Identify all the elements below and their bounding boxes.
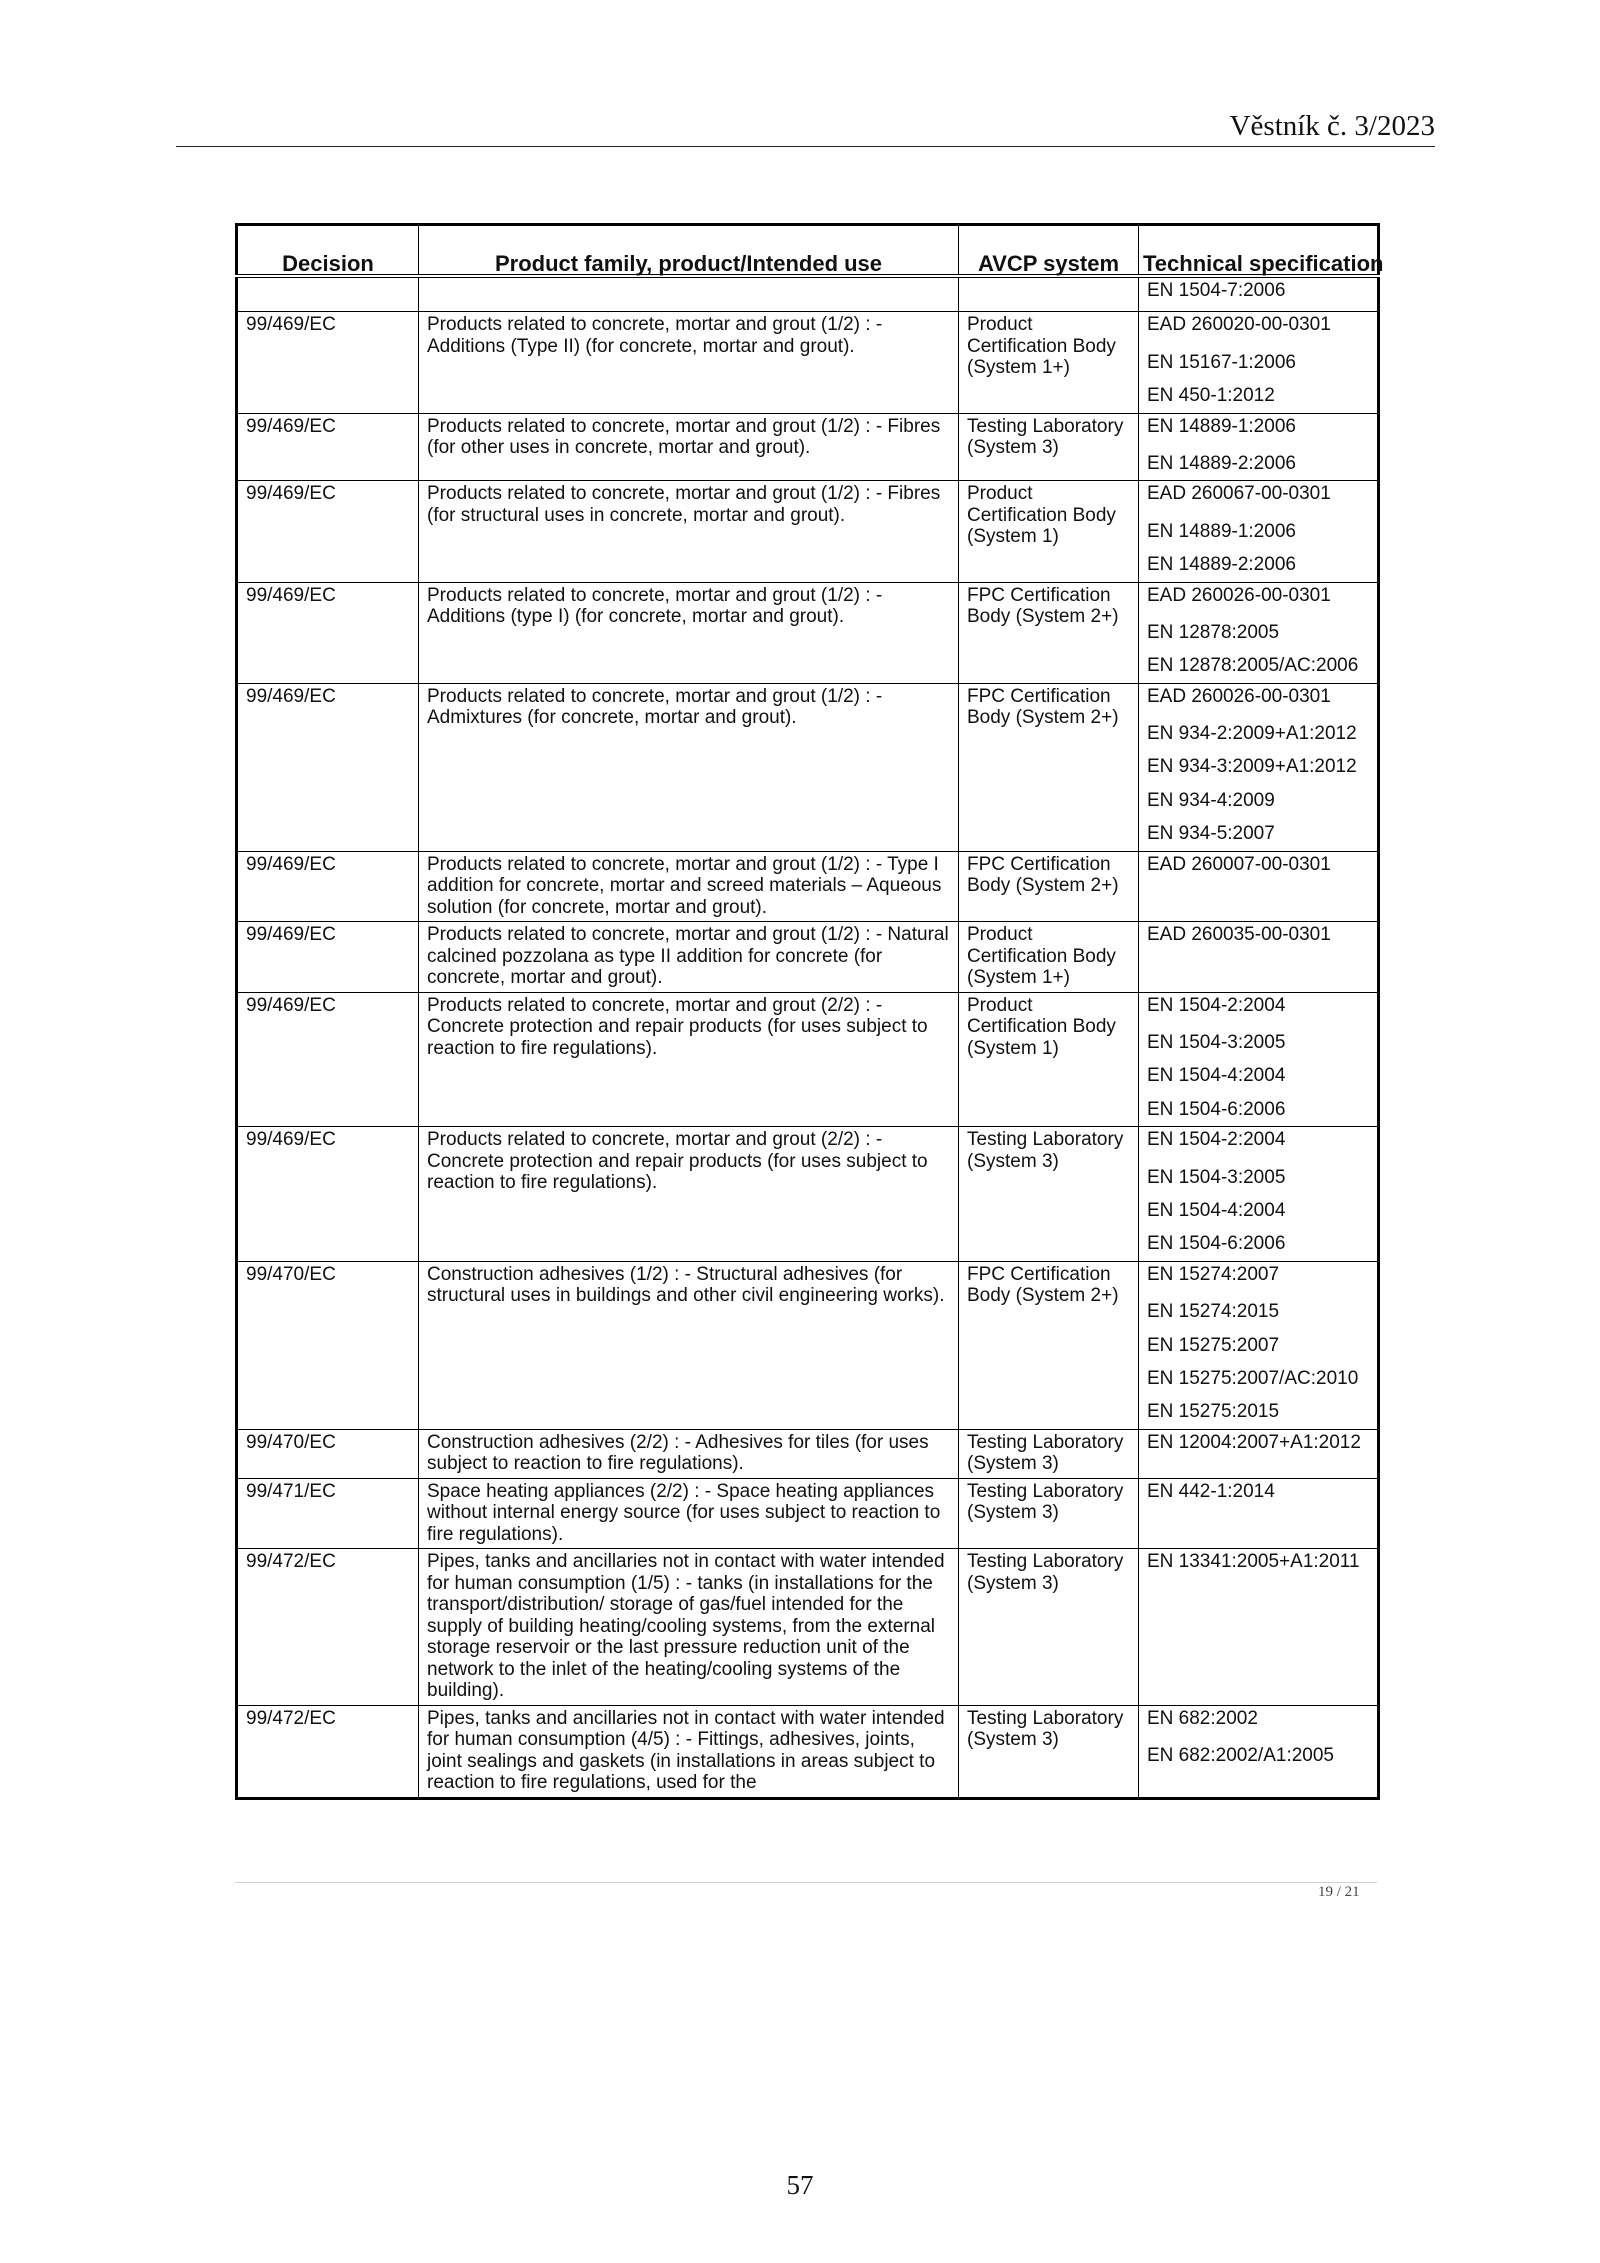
table-row — [237, 1261, 1379, 1429]
decision-cell: 99/469/EC — [237, 851, 419, 922]
avcp-cell: Testing Laboratory (System 3) — [959, 1549, 1139, 1706]
table-row — [237, 312, 1379, 413]
product-cell: Products related to concrete, mortar and grout (1/2) : - Fibres (for other uses in concrete, mortar and grout). — [419, 413, 959, 481]
table-row — [237, 582, 1379, 683]
specification-item: EN 15274:2007 — [1147, 1263, 1280, 1285]
product-cell: Pipes, tanks and ancillaries not in contact with water intended for human consumption (1/5) : - tanks (in installations for the transport/distribution/ storage of gas/fuel intended for the supply of building heating/cooling systems, from the external storage reservoir or the last pressure reduction unit of the network to the inlet of the heating/cooling systems of the building). — [419, 1549, 959, 1706]
decision-cell: 99/472/EC — [237, 1705, 419, 1798]
page-number: 57 — [786, 2170, 814, 2200]
specification-item: EN 1504-4:2004 — [1147, 1199, 1286, 1221]
specification-cell — [1139, 1261, 1379, 1429]
decision-cell: 99/469/EC — [237, 992, 419, 1127]
column-header-decision: Decision — [237, 225, 419, 277]
product-cell — [419, 276, 959, 312]
table-row — [237, 992, 1379, 1127]
specification-item: EAD 260020-00-0301 — [1147, 314, 1331, 336]
decision-cell — [237, 276, 419, 312]
product-cell: Products related to concrete, mortar and grout (1/2) : - Natural calcined pozzolana as type II addition for concrete (for concrete, mortar and grout). — [419, 922, 959, 993]
avcp-cell: Product Certification Body (System 1) — [959, 992, 1139, 1127]
specification-item: EN 14889-2:2006 — [1147, 452, 1296, 474]
bulletin-title: Věstník č. 3/2023 — [1229, 110, 1435, 142]
decision-cell: 99/469/EC — [237, 582, 419, 683]
specification-item: EN 14889-2:2006 — [1147, 554, 1296, 576]
table-row — [237, 481, 1379, 582]
specification-item: EAD 260035-00-0301 — [1147, 924, 1331, 946]
decision-cell: 99/469/EC — [237, 481, 419, 582]
specification-item: EN 14889-1:2006 — [1147, 415, 1296, 437]
specification-item: EN 12878:2005 — [1147, 621, 1280, 643]
specification-item: EN 682:2002 — [1147, 1707, 1258, 1729]
product-cell: Products related to concrete, mortar and grout (1/2) : - Fibres (for structural uses in concrete, mortar and grout). — [419, 481, 959, 582]
decision-cell: 99/469/EC — [237, 413, 419, 481]
avcp-cell: FPC Certification Body (System 2+) — [959, 582, 1139, 683]
specification-item: EN 1504-6:2006 — [1147, 1098, 1286, 1120]
specification-item: EN 13341:2005+A1:2011 — [1147, 1551, 1360, 1573]
product-cell: Space heating appliances (2/2) : - Space heating appliances without internal energy source (for uses subject to reaction to fire regulations). — [419, 1478, 959, 1549]
specification-cell — [1139, 582, 1379, 683]
table-row — [237, 1549, 1379, 1706]
product-cell: Products related to concrete, mortar and grout (2/2) : - Concrete protection and repair products (for uses subject to reaction to fire regulations). — [419, 992, 959, 1127]
page-of-indicator: 19 / 21 — [1318, 1884, 1360, 1900]
avcp-table — [235, 223, 1384, 1800]
avcp-cell: Testing Laboratory (System 3) — [959, 413, 1139, 481]
specification-item: EN 934-2:2009+A1:2012 — [1147, 723, 1357, 745]
specification-cell — [1139, 1478, 1379, 1549]
specification-item: EN 1504-6:2006 — [1147, 1233, 1286, 1255]
specification-cell — [1139, 683, 1379, 851]
specification-item: EN 1504-4:2004 — [1147, 1065, 1286, 1087]
specification-item: EN 682:2002/A1:2005 — [1147, 1745, 1334, 1767]
decision-cell: 99/469/EC — [237, 1127, 419, 1262]
specification-item: EN 1504-7:2006 — [1147, 280, 1286, 301]
avcp-cell: Testing Laboratory (System 3) — [959, 1478, 1139, 1549]
specification-item: EN 14889-1:2006 — [1147, 520, 1296, 542]
specification-item: EAD 260007-00-0301 — [1147, 853, 1331, 875]
specification-item: EN 15167-1:2006 — [1147, 351, 1296, 373]
specification-item: EN 934-4:2009 — [1147, 789, 1275, 811]
product-cell: Construction adhesives (1/2) : - Structural adhesives (for structural uses in buildings and other civil engineering works). — [419, 1261, 959, 1429]
avcp-cell — [959, 276, 1139, 312]
avcp-cell: Product Certification Body (System 1+) — [959, 922, 1139, 993]
specification-item: EN 1504-2:2004 — [1147, 994, 1286, 1016]
table-row — [237, 922, 1379, 993]
specification-cell — [1139, 992, 1379, 1127]
specification-item: EN 1504-2:2004 — [1147, 1129, 1286, 1151]
table-row — [237, 276, 1379, 312]
specification-cell — [1139, 851, 1379, 922]
specification-cell — [1139, 413, 1379, 481]
table-header-row — [237, 225, 1379, 277]
specification-item: EN 12004:2007+A1:2012 — [1147, 1431, 1361, 1453]
table-row — [237, 1705, 1379, 1798]
avcp-cell: Product Certification Body (System 1) — [959, 481, 1139, 582]
product-cell: Construction adhesives (2/2) : - Adhesives for tiles (for uses subject to reaction to fire regulations). — [419, 1429, 959, 1478]
specification-cell — [1139, 312, 1379, 413]
table-row — [237, 1429, 1379, 1478]
avcp-cell: Product Certification Body (System 1+) — [959, 312, 1139, 413]
table-body — [237, 276, 1379, 1798]
table-row — [237, 851, 1379, 922]
avcp-cell: Testing Laboratory (System 3) — [959, 1127, 1139, 1262]
product-cell: Products related to concrete, mortar and grout (1/2) : - Additions (Type II) (for concrete, mortar and grout). — [419, 312, 959, 413]
column-header-product: Product family, product/Intended use — [419, 225, 959, 277]
product-cell: Products related to concrete, mortar and grout (1/2) : - Admixtures (for concrete, mortar and grout). — [419, 683, 959, 851]
avcp-cell: Testing Laboratory (System 3) — [959, 1429, 1139, 1478]
avcp-cell: FPC Certification Body (System 2+) — [959, 683, 1139, 851]
decision-cell: 99/471/EC — [237, 1478, 419, 1549]
table-row — [237, 1478, 1379, 1549]
avcp-cell: Testing Laboratory (System 3) — [959, 1705, 1139, 1798]
decision-cell: 99/470/EC — [237, 1261, 419, 1429]
product-cell: Products related to concrete, mortar and grout (1/2) : - Additions (type I) (for concrete, mortar and grout). — [419, 582, 959, 683]
specification-cell — [1139, 481, 1379, 582]
specification-cell — [1139, 1705, 1379, 1798]
product-cell: Products related to concrete, mortar and grout (1/2) : - Type I addition for concrete, mortar and screed materials – Aqueous solution (for concrete, mortar and grout). — [419, 851, 959, 922]
specification-item: EAD 260067-00-0301 — [1147, 483, 1331, 505]
product-cell: Pipes, tanks and ancillaries not in contact with water intended for human consumption (4/5) : - Fittings, adhesives, joints, joint sealings and gaskets (in installations in areas subject to reaction to fire regulations, used for the — [419, 1705, 959, 1798]
specification-item: EN 934-3:2009+A1:2012 — [1147, 756, 1357, 778]
table-row — [237, 683, 1379, 851]
specification-cell — [1139, 922, 1379, 993]
footer-divider — [235, 1882, 1377, 1883]
column-header-specification: Technical specification — [1139, 225, 1379, 277]
table-row — [237, 413, 1379, 481]
decision-cell: 99/472/EC — [237, 1549, 419, 1706]
specification-item: EN 15275:2015 — [1147, 1401, 1280, 1423]
decision-cell: 99/469/EC — [237, 922, 419, 993]
specification-cell — [1139, 1127, 1379, 1262]
specification-item: EAD 260026-00-0301 — [1147, 685, 1331, 707]
specification-item: EN 15275:2007/AC:2010 — [1147, 1367, 1359, 1389]
decision-cell: 99/469/EC — [237, 312, 419, 413]
specification-item: EN 12878:2005/AC:2006 — [1147, 655, 1359, 677]
decision-cell: 99/469/EC — [237, 683, 419, 851]
decision-cell: 99/470/EC — [237, 1429, 419, 1478]
specification-cell — [1139, 1429, 1379, 1478]
table-row — [237, 1127, 1379, 1262]
specification-item: EN 934-5:2007 — [1147, 823, 1275, 845]
specification-cell — [1139, 1549, 1379, 1706]
avcp-cell: FPC Certification Body (System 2+) — [959, 851, 1139, 922]
specification-item: EN 15274:2015 — [1147, 1301, 1280, 1323]
specification-item: EN 1504-3:2005 — [1147, 1032, 1286, 1054]
specification-cell — [1139, 276, 1379, 312]
specification-item: EN 450-1:2012 — [1147, 385, 1275, 407]
specification-item: EAD 260026-00-0301 — [1147, 584, 1331, 606]
specification-item: EN 442-1:2014 — [1147, 1480, 1275, 1502]
avcp-cell: FPC Certification Body (System 2+) — [959, 1261, 1139, 1429]
product-cell: Products related to concrete, mortar and grout (2/2) : - Concrete protection and repair products (for uses subject to reaction to fire regulations). — [419, 1127, 959, 1262]
specification-item: EN 15275:2007 — [1147, 1334, 1280, 1356]
column-header-avcp: AVCP system — [959, 225, 1139, 277]
specification-item: EN 1504-3:2005 — [1147, 1166, 1286, 1188]
header-divider — [176, 146, 1435, 147]
